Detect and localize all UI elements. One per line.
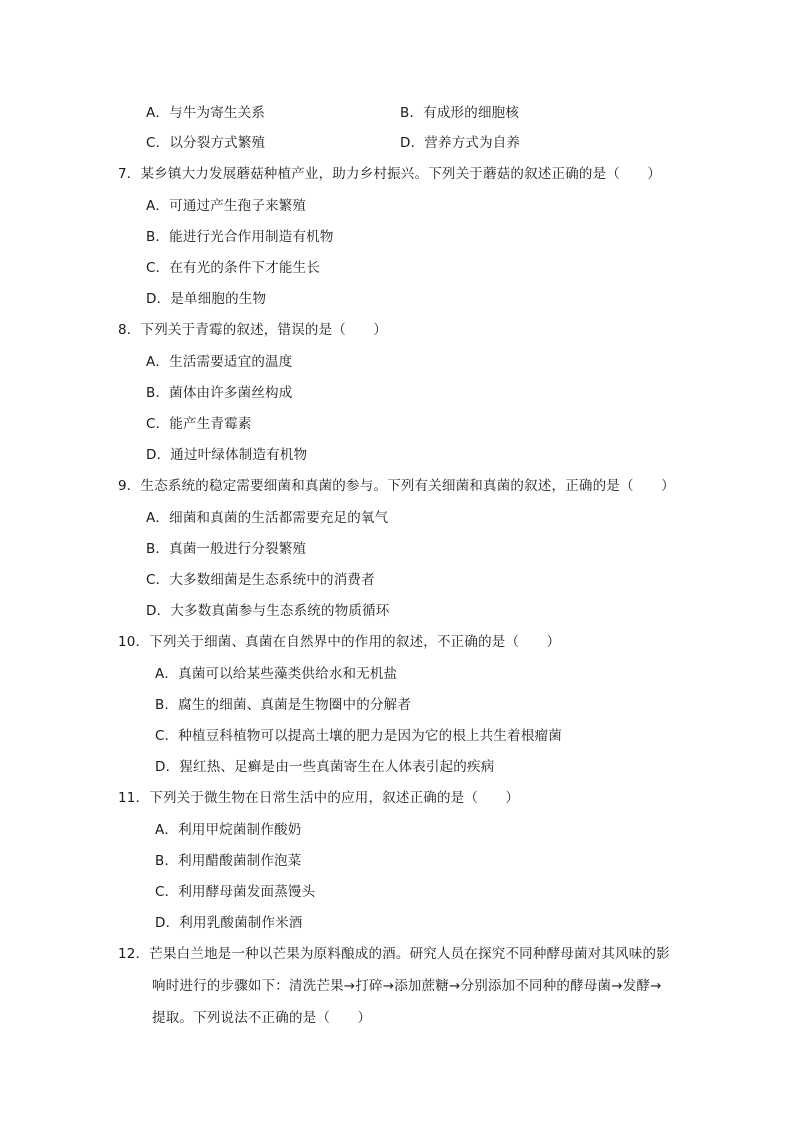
q12-stem-line3: 提取。下列说法不正确的是（ ）: [152, 1010, 372, 1026]
q11-option-b: B．利用醋酸菌制作泡菜: [155, 853, 302, 869]
q8-option-c: C．能产生青霉素: [146, 416, 252, 432]
q10-stem: 10．下列关于细菌、真菌在自然界中的作用的叙述，不正确的是（ ）: [118, 634, 561, 650]
q7-option-a: A．可通过产生孢子来繁殖: [146, 198, 307, 214]
q11-option-c: C．利用酵母菌发面蒸馒头: [155, 884, 316, 900]
q6-option-b: B．有成形的细胞核: [400, 105, 520, 121]
q9-option-b: B．真菌一般进行分裂繁殖: [146, 541, 307, 557]
q10-option-c: C．种植豆科植物可以提高土壤的肥力是因为它的根上共生着根瘤菌: [155, 728, 562, 744]
q9-stem: 9．生态系统的稳定需要细菌和真菌的参与。下列有关细菌和真菌的叙述，正确的是（ ）: [118, 478, 675, 494]
q9-option-c: C．大多数细菌是生态系统中的消费者: [146, 572, 375, 588]
q7-stem: 7．某乡镇大力发展蘑菇种植产业，助力乡村振兴。下列关于蘑菇的叙述正确的是（ ）: [118, 166, 662, 182]
q7-option-d: D．是单细胞的生物: [146, 291, 267, 307]
q9-option-d: D．大多数真菌参与生态系统的物质循环: [146, 603, 390, 619]
q12-stem-line1: 12．芒果白兰地是一种以芒果为原料酿成的酒。研究人员在探究不同种酵母菌对其风味的影: [118, 946, 670, 962]
q11-stem: 11．下列关于微生物在日常生活中的应用，叙述正确的是（ ）: [118, 790, 520, 806]
q9-option-a: A．细菌和真菌的生活都需要充足的氧气: [146, 510, 389, 526]
q7-option-c: C．在有光的条件下才能生长: [146, 260, 321, 276]
q8-option-a: A．生活需要适宜的温度: [146, 354, 293, 370]
q6-option-c: C．以分裂方式繁殖: [146, 135, 266, 151]
q6-option-a: A．与牛为寄生关系: [146, 105, 266, 121]
q6-option-d: D．营养方式为自养: [400, 135, 521, 151]
q11-option-d: D．利用乳酸菌制作米酒: [155, 915, 303, 931]
q8-option-b: B．菌体由许多菌丝构成: [146, 385, 293, 401]
q7-option-b: B．能进行光合作用制造有机物: [146, 229, 334, 245]
q8-stem: 8．下列关于青霉的叙述，错误的是（ ）: [118, 322, 388, 338]
q10-option-b: B．腐生的细菌、真菌是生物圈中的分解者: [155, 697, 412, 713]
q10-option-a: A．真菌可以给某些藻类供给水和无机盐: [155, 666, 398, 682]
q10-option-d: D．猩红热、足癣是由一些真菌寄生在人体表引起的疾病: [155, 759, 495, 775]
q12-stem-line2: 响时进行的步骤如下：清洗芒果→打碎→添加蔗糖→分别添加不同种的酵母菌→发酵→: [152, 978, 662, 994]
q11-option-a: A．利用甲烷菌制作酸奶: [155, 822, 302, 838]
q8-option-d: D．通过叶绿体制造有机物: [146, 447, 308, 463]
